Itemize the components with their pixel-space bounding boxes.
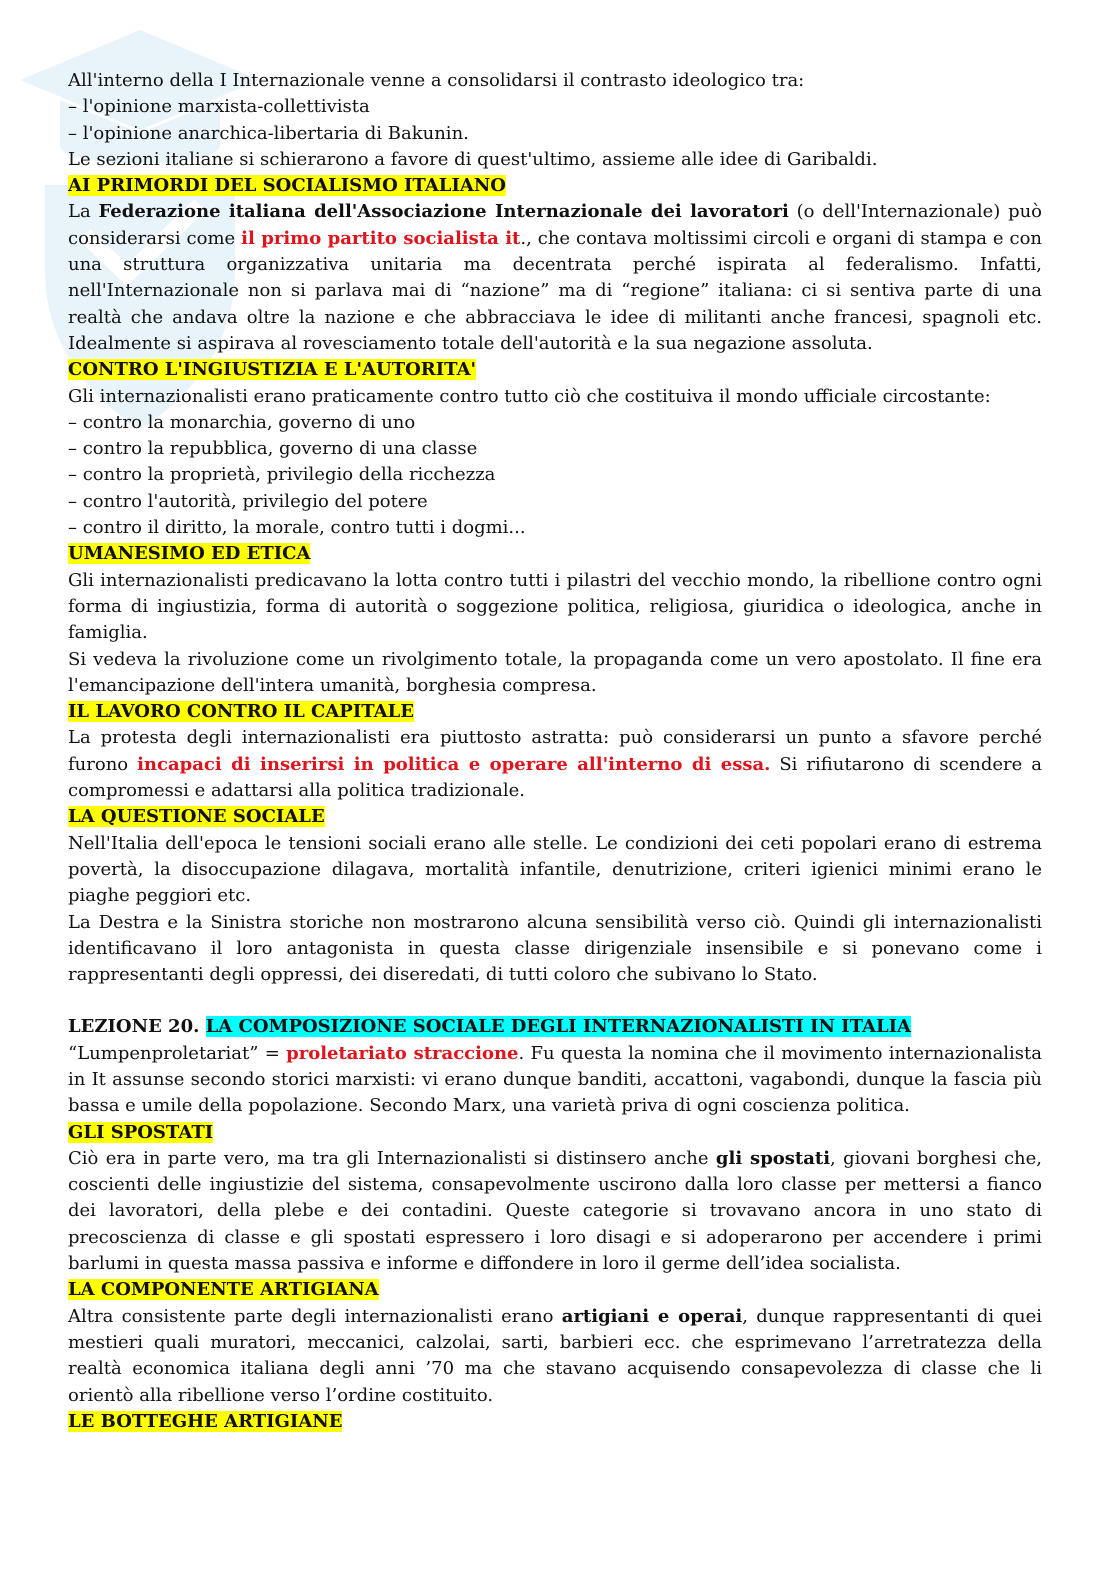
intro-list-item: – l'opinione anarchica-libertaria di Bakunin.	[68, 122, 469, 144]
paragraph: La Federazione italiana dell'Associazione Internazionale dei lavoratori (o dell'Internazionale) può considerarsi come il primo partito socialista it., che contava moltissimi circoli e organi di stampa e con una struttura organizzativa unitaria ma decentrata perché ispirata al federalismo. Infatti, nell'Internazionale non si parlava mai di “nazione” ma di “regione” italiana: ci si sentiva parte di una realtà che andava oltre la nazione e che abbracciava le idee di militanti anche francesi, spagnoli etc. Idealmente si aspirava al rovesciamento totale dell'autorità e la sua negazione assoluta.	[68, 201, 1043, 354]
section-heading: GLI SPOSTATI	[68, 1121, 214, 1143]
intro-line: Le sezioni italiane si schierarono a favore di quest'ultimo, assieme alle idee di Garibaldi.	[68, 148, 878, 170]
document-page	[68, 68, 1042, 1435]
section-heading: AI PRIMORDI DEL SOCIALISMO ITALIANO	[68, 175, 506, 197]
intro-line: All'interno della I Internazionale venne a consolidarsi il contrasto ideologico tra:	[68, 70, 805, 91]
paragraph: “Lumpenproletariat” = proletariato straccione. Fu questa la nomina che il movimento internazionalista in It assunse secondo storici marxisti: vi erano dunque banditi, accattoni, vagabondi, dunque la fascia più bassa e umile della popolazione. Secondo Marx, una varietà priva di ogni coscienza politica.	[68, 1042, 1043, 1117]
section-heading: LA COMPONENTE ARTIGIANA	[68, 1279, 379, 1301]
section-heading: UMANESIMO ED ETICA	[68, 543, 311, 565]
intro-list-item: – l'opinione marxista-collettivista	[68, 96, 370, 118]
list-item: – contro la monarchia, governo di uno	[68, 411, 416, 433]
paragraph: Altra consistente parte degli internazionalisti erano artigiani e operai, dunque rappresentanti di quei mestieri quali muratori, meccanici, calzolai, sarti, barbieri ecc. che esprimevano l’arretratezza della realtà economica italiana degli anni ’70 ma che stavano acquisendo consapevolezza di classe che li orientò alla ribellione verso l’ordine costituito.	[68, 1305, 1042, 1406]
paragraph: Gli internazionalisti predicavano la lotta contro tutti i pilastri del vecchio mondo, la ribellione contro ogni forma di ingiustizia, forma di autorità o soggezione politica, religiosa, giuridica o ideologica, anche in famiglia.	[68, 569, 1042, 644]
list-item: – contro la proprietà, privilegio della ricchezza	[68, 464, 496, 486]
list-item: – contro l'autorità, privilegio del potere	[68, 490, 428, 512]
section-heading: IL LAVORO CONTRO IL CAPITALE	[68, 701, 414, 723]
paragraph: Si vedeva la rivoluzione come un rivolgimento totale, la propaganda come un vero apostolato. Il fine era l'emancipazione dell'intera umanità, borghesia compresa.	[68, 648, 1042, 696]
list-item: – contro la repubblica, governo di una classe	[68, 438, 478, 460]
paragraph: La Destra e la Sinistra storiche non mostrarono alcuna sensibilità verso ciò. Quindi gli internazionalisti identificavano il loro antagonista in questa classe dirigenziale insensibile e si ponevano come i rappresentanti degli oppressi, dei diseredati, di tutti coloro che subivano lo Stato.	[68, 911, 1042, 986]
paragraph: Gli internazionalisti erano praticamente contro tutto ciò che costituiva il mondo ufficiale circostante:	[68, 385, 991, 407]
paragraph: La protesta degli internazionalisti era piuttosto astratta: può considerarsi un punto a sfavore perché furono incapaci di inserirsi in politica e operare all'interno di essa. Si rifiutarono di scendere a compromessi e adattarsi alla politica tradizionale.	[68, 727, 1042, 802]
paragraph: Ciò era in parte vero, ma tra gli Internazionalisti si distinsero anche gli spostati, giovani borghesi che, coscienti delle ingiustizie del sistema, consapevolmente uscirono dalla loro classe per mettersi a fianco dei lavoratori, della plebe e dei contadini. Queste categorie si trovavano ancora in uno stato di precoscienza di classe e gli spostati espressero i loro disagi e si adoperarono per accendere i primi barlumi in questa massa passiva e informe e diffondere in loro il germe dell’idea socialista.	[68, 1147, 1042, 1275]
section-heading: LE BOTTEGHE ARTIGIANE	[68, 1410, 343, 1432]
section-heading: LA QUESTIONE SOCIALE	[68, 806, 325, 828]
list-item: – contro il diritto, la morale, contro tutti i dogmi...	[68, 517, 526, 539]
lesson-heading: LEZIONE 20. LA COMPOSIZIONE SOCIALE DEGLI INTERNAZIONALISTI IN ITALIA	[68, 1016, 912, 1038]
section-heading: CONTRO L'INGIUSTIZIA E L'AUTORITA'	[68, 359, 477, 381]
paragraph: Nell'Italia dell'epoca le tensioni sociali erano alle stelle. Le condizioni dei ceti popolari erano di estrema povertà, la disoccupazione dilagava, mortalità infantile, denutrizione, criteri igienici minimi erano le piaghe peggiori etc.	[68, 832, 1042, 907]
